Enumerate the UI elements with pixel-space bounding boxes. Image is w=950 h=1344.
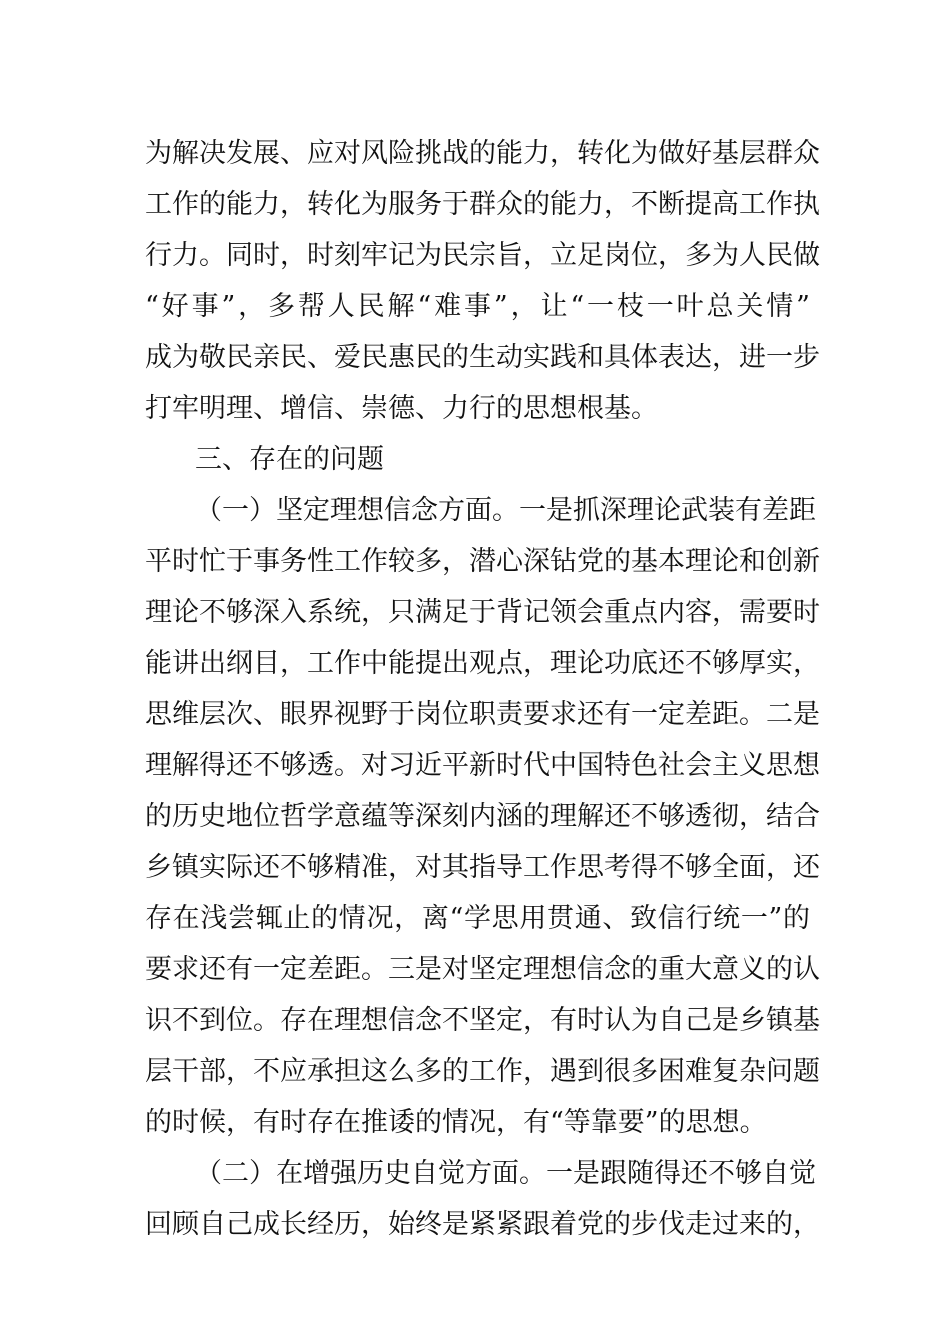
text-line: 存在浅尝辄止的情况，离“学思用贯通、致信行统一”的 [145, 903, 810, 934]
text-line: 要求还有一定差距。三是对坚定理想信念的重大意义的认 [145, 954, 820, 985]
text-line: 识不到位。存在理想信念不坚定，有时认为自己是乡镇基 [145, 1005, 820, 1036]
text-line: 平时忙于事务性工作较多，潜心深钻党的基本理论和创新 [145, 546, 820, 577]
section-heading: 三、存在的问题 [195, 444, 384, 475]
text-line: 成为敬民亲民、爱民惠民的生动实践和具体表达，进一步 [145, 342, 820, 373]
text-line: 为解决发展、应对风险挑战的能力，转化为做好基层群众 [145, 138, 820, 169]
text-line: 行力。同时，时刻牢记为民宗旨，立足岗位，多为人民做 [145, 240, 820, 271]
text-line: 思维层次、眼界视野于岗位职责要求还有一定差距。二是 [145, 699, 820, 730]
text-line: “好事”，多帮人民解“难事”，让“一枝一叶总关情” [145, 291, 810, 322]
text-line: 乡镇实际还不够精准，对其指导工作思考得不够全面，还 [145, 852, 820, 883]
text-line: 层干部，不应承担这么多的工作，遇到很多困难复杂问题 [145, 1056, 820, 1087]
text-line: 打牢明理、增信、崇德、力行的思想根基。 [145, 393, 658, 424]
text-line: 的历史地位哲学意蕴等深刻内涵的理解还不够透彻，结合 [145, 801, 820, 832]
text-line: 理解得还不够透。对习近平新时代中国特色社会主义思想 [145, 750, 820, 781]
text-line: 的时候，有时存在推诿的情况，有“等靠要”的思想。 [145, 1107, 767, 1138]
text-line: 工作的能力，转化为服务于群众的能力，不断提高工作执 [145, 189, 820, 220]
subsection-heading: （一）坚定理想信念方面。一是抓深理论武装有差距 [195, 495, 816, 526]
subsection-heading: （二）在增强历史自觉方面。一是跟随得还不够自觉 [195, 1158, 816, 1189]
text-line: 回顾自己成长经历，始终是紧紧跟着党的步伐走过来的， [145, 1209, 820, 1240]
text-line: 能讲出纲目，工作中能提出观点，理论功底还不够厚实， [145, 648, 820, 679]
text-line: 理论不够深入系统，只满足于背记领会重点内容，需要时 [145, 597, 820, 628]
